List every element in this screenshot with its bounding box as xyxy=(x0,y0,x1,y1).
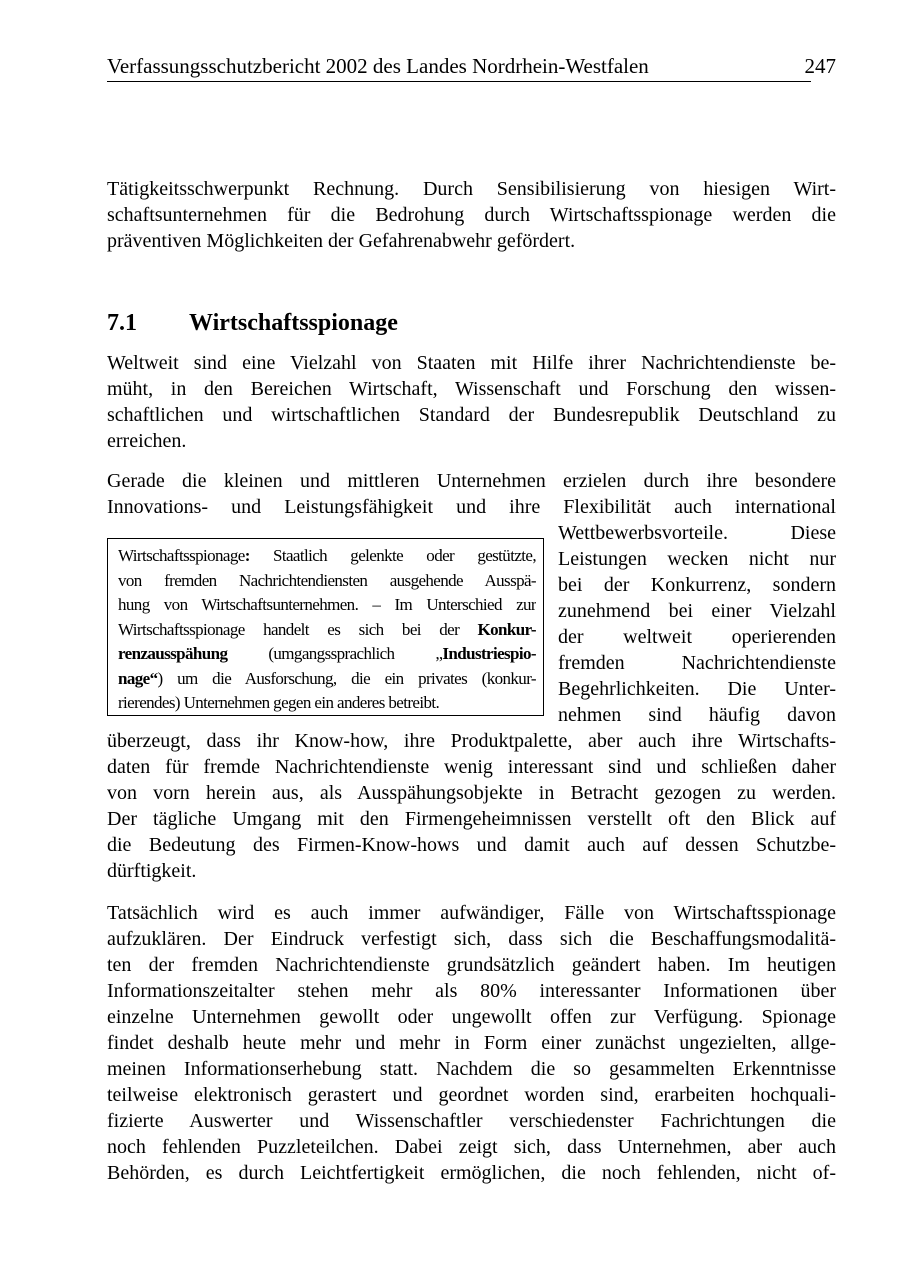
text-line: schaftlichen und wirtschaftlichen Standard der Bundesrepublik Deutschland zu xyxy=(107,404,836,426)
definition-box xyxy=(107,538,544,716)
text-line: einzelne Unternehmen gewollt oder ungewollt offen zur Verfügung. Spionage xyxy=(107,1006,836,1028)
text-line: Der tägliche Umgang mit den Firmengeheimnissen verstellt oft den Blick auf xyxy=(107,808,836,830)
box-line: hung von Wirtschaftsunternehmen. – Im Unterschied zur xyxy=(118,595,536,614)
text-line: die Bedeutung des Firmen-Know-hows und damit auch auf dessen Schutzbe- xyxy=(107,834,836,856)
section-title: Wirtschaftsspionage xyxy=(189,310,398,336)
text-line: müht, in den Bereichen Wirtschaft, Wissenschaft und Forschung den wissen- xyxy=(107,378,836,400)
box-bold-term: renzausspähung xyxy=(118,644,228,663)
text-line: aufzuklären. Der Eindruck verfestigt sich, dass sich die Beschaffungsmodalitä- xyxy=(107,928,836,950)
box-line: nage“) um die Ausforschung, die ein privates (konkur- xyxy=(118,668,536,688)
box-line: von fremden Nachrichtendiensten ausgehende Ausspä- xyxy=(118,570,536,590)
paragraph-2-side xyxy=(558,520,836,728)
text-line: Behörden, es durch Leichtfertigkeit ermöglichen, die noch fehlenden, nicht of- xyxy=(107,1162,836,1184)
text-line: fremden Nachrichtendienste xyxy=(558,652,836,674)
box-line: Wirtschaftsspionage: Staatlich gelenkte oder gestützte, xyxy=(118,546,536,565)
box-bold-term: Industriespio- xyxy=(442,644,536,663)
box-line: Wirtschaftsspionage handelt es sich bei der Konkur- xyxy=(118,619,536,639)
running-header xyxy=(107,52,836,80)
text-line: nehmen sind häufig davon xyxy=(558,704,836,726)
text-line: Weltweit sind eine Vielzahl von Staaten mit Hilfe ihrer Nachrichtendienste be- xyxy=(107,352,836,374)
section-heading xyxy=(107,306,398,340)
text-line: Innovations- und Leistungsfähigkeit und ihre Flexibilität auch international xyxy=(107,496,836,518)
text-line: schaftsunternehmen für die Bedrohung durch Wirtschaftsspionage werden die xyxy=(107,204,836,226)
text-line: ten der fremden Nachrichtendienste grundsätzlich geändert haben. Im heutigen xyxy=(107,954,836,976)
text-line: dürftigkeit. xyxy=(107,860,197,882)
paragraph-3 xyxy=(107,900,836,1186)
text-line: fizierte Auswerter und Wissenschaftler verschiedenster Fachrichtungen die xyxy=(107,1110,836,1132)
text-line: Tatsächlich wird es auch immer aufwändiger, Fälle von Wirtschaftsspionage xyxy=(107,902,836,924)
header-title: Verfassungsschutzbericht 2002 des Landes Nordrhein-Westfalen xyxy=(107,54,649,78)
box-bold-term: nage“ xyxy=(118,668,158,688)
paragraph-2-top xyxy=(107,468,836,520)
box-bold-term: Konkur- xyxy=(477,619,536,639)
text-line: findet deshalb heute mehr und mehr in Form einer zunächst ungezielten, allge- xyxy=(107,1032,836,1054)
text-line: von vorn herein aus, als Ausspähungsobjekte in Betracht gezogen zu werden. xyxy=(107,782,836,804)
text-line: zunehmend bei einer Vielzahl xyxy=(558,600,836,622)
text-line: Leistungen wecken nicht nur xyxy=(558,548,836,570)
text-line: erreichen. xyxy=(107,430,187,452)
text-line: Tätigkeitsschwerpunkt Rechnung. Durch Sensibilisierung von hiesigen Wirt- xyxy=(107,178,836,200)
text-line: bei der Konkurrenz, sondern xyxy=(558,574,836,596)
page-number: 247 xyxy=(804,54,836,78)
paragraph-2-bottom xyxy=(107,728,836,884)
box-line: rierendes) Unternehmen gegen ein anderes betreibt. xyxy=(118,693,440,712)
intro-paragraph xyxy=(107,176,836,254)
text-line: daten für fremde Nachrichtendienste wenig interessant sind und schließen daher xyxy=(107,756,836,778)
text-line: noch fehlenden Puzzleteilchen. Dabei zeigt sich, dass Unternehmen, aber auch xyxy=(107,1136,836,1158)
text-line: Wettbewerbsvorteile. Diese xyxy=(558,522,836,544)
section-number: 7.1 xyxy=(107,310,137,336)
paragraph-1 xyxy=(107,350,836,454)
text-line: teilweise elektronisch gerastert und geordnet worden sind, erarbeiten hochquali- xyxy=(107,1084,836,1106)
text-line: Begehrlichkeiten. Die Unter- xyxy=(558,678,836,700)
text-line: überzeugt, dass ihr Know-how, ihre Produktpalette, aber auch ihre Wirtschafts- xyxy=(107,730,836,752)
text-line: Informationszeitalter stehen mehr als 80% interessanter Informationen über xyxy=(107,980,836,1002)
text-line: meinen Informationserhebung statt. Nachdem die so gesammelten Erkenntnisse xyxy=(107,1058,836,1080)
box-line: renzausspähung (umgangssprachlich „Industriespio- xyxy=(118,644,536,663)
header-rule xyxy=(107,81,811,82)
box-term: Wirtschaftsspionage xyxy=(118,546,245,565)
text-line: Gerade die kleinen und mittleren Unternehmen erzielen durch ihre besondere xyxy=(107,470,836,492)
text-line: der weltweit operierenden xyxy=(558,626,836,648)
text-line: präventiven Möglichkeiten der Gefahrenabwehr gefördert. xyxy=(107,230,576,252)
